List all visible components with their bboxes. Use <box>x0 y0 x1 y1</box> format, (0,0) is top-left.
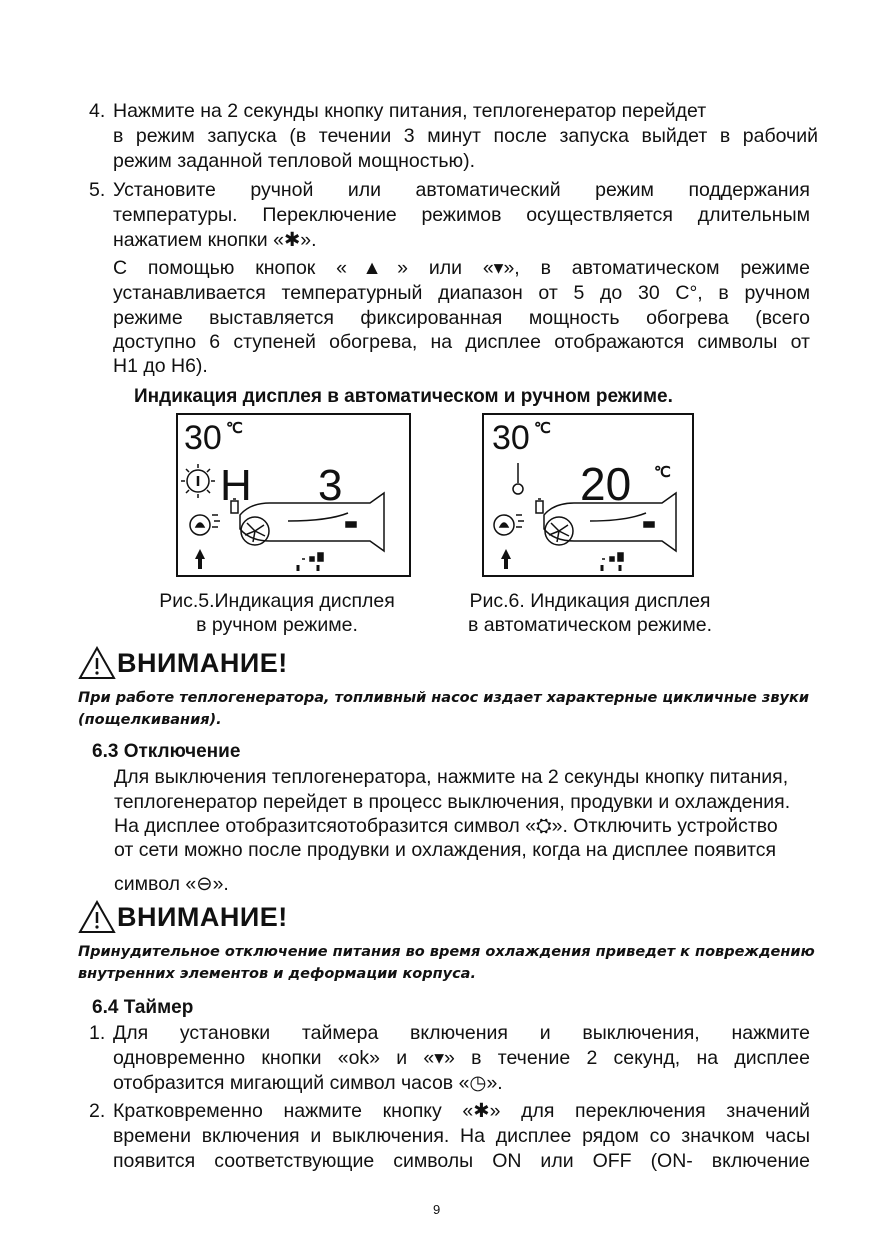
section64-item1-line1: Для установки таймера включения и выключения, нажмите <box>113 1022 810 1044</box>
manual-top-unit: ℃ <box>226 420 243 437</box>
step5-para-line5: Н1 до Н6). <box>113 355 208 377</box>
fig6-caption <box>448 589 732 637</box>
battery-icon-auto <box>536 499 543 513</box>
fig5-caption <box>146 589 408 637</box>
manual-mode-h: H <box>220 461 252 510</box>
step4-line3: режим заданной тепловой мощностью). <box>113 150 476 172</box>
auto-top-unit: ℃ <box>534 420 551 437</box>
section64-item1-num: 1. <box>89 1022 106 1044</box>
warning-triangle-icon <box>78 646 116 680</box>
step5-para-line2: устанавливается температурный диапазон от 5 до 30 С°, в ручном <box>113 282 810 304</box>
section64-item1-line3: отобразится мигающий символ часов «◷». <box>113 1072 503 1094</box>
step5-para-line4: доступно 6 ступеней обогрева, на дисплее отображаются символы от <box>113 331 810 353</box>
section64-item2-line2: времени включения и выключения. На дисплее рядом со значком часы <box>113 1125 810 1147</box>
section64-heading: 6.4 Таймер <box>92 997 194 1018</box>
thermometer-icon <box>513 463 523 494</box>
step5-num: 5. <box>89 179 106 201</box>
display-auto-graphic <box>484 415 692 575</box>
warning-triangle-icon <box>78 900 116 934</box>
manual-mode-num: 3 <box>318 461 343 510</box>
fan-icon-auto <box>494 515 524 535</box>
step5-line1: Установите ручной или автоматический режим поддержания <box>113 179 810 201</box>
warning1-title: ВНИМАНИЕ! <box>117 648 288 678</box>
manual-top-temp: 30 <box>184 419 222 457</box>
section63-line3: На дисплее отобразитсяотобразится символ «⛭». Отключить устройство <box>114 815 778 837</box>
auto-top-temp: 30 <box>492 419 530 457</box>
section63-line1: Для выключения теплогенератора, нажмите на 2 секунды кнопку питания, <box>114 766 789 788</box>
auto-set-unit: ℃ <box>654 464 671 481</box>
warning2-line2: внутренних элементов и деформации корпуса. <box>78 966 476 982</box>
section64-item2-num: 2. <box>89 1100 106 1122</box>
step4-line1: Нажмите на 2 секунды кнопку питания, теплогенератор перейдет <box>113 100 707 122</box>
display-panel-manual <box>176 413 411 577</box>
page-number: 9 <box>433 1202 441 1217</box>
step5-para-line1: С помощью кнопок «▲» или «▾», в автоматическом режиме <box>113 257 810 279</box>
display-manual-graphic <box>178 415 409 575</box>
step5-line2: температуры. Переключение режимов осуществляется длительным <box>113 204 810 226</box>
fig5-caption-line1: Рис.5.Индикация дисплея <box>159 590 395 612</box>
pump-icon-auto <box>501 549 511 569</box>
sun-mode-icon <box>181 464 215 498</box>
section63-line4: от сети можно после продувки и охлаждения, когда на дисплее появится <box>114 839 777 861</box>
step4-line2: в режим запуска (в течении 3 минут после запуска выйдет в рабочий <box>113 125 818 147</box>
display-panel-auto <box>482 413 694 577</box>
step5-para-line3: режиме выставляется фиксированная мощность обогрева (всего <box>113 307 810 329</box>
step4-num: 4. <box>89 100 106 122</box>
fig6-caption-line2: в автоматическом режиме. <box>467 614 712 636</box>
section64-item2-line1: Кратковременно нажмите кнопку «✱» для переключения значений <box>113 1100 810 1122</box>
section63-line5: символ «⊖». <box>114 873 229 895</box>
warning1-line2: (пощелкивания). <box>78 712 222 728</box>
pump-icon <box>195 549 205 569</box>
fan-icon <box>190 515 220 535</box>
fig6-caption-line1: Рис.6. Индикация дисплея <box>469 590 711 612</box>
section63-heading: 6.3 Отключение <box>92 741 241 762</box>
fig5-caption-line2: в ручном режиме. <box>196 614 358 636</box>
step5-line3: нажатием кнопки «✱». <box>113 229 317 251</box>
heater-body-icon <box>240 493 384 571</box>
auto-set-temp: 20 <box>580 458 632 510</box>
warning1-line1: При работе теплогенератора, топливный насос издает характерные цикличные звуки <box>78 690 809 706</box>
warning2-line1: Принудительное отключение питания во время охлаждения приведет к повреждению <box>78 944 815 960</box>
section64-item2-line3: появится соответствующие символы ON или OFF (ON- включение <box>113 1150 810 1172</box>
section63-line2: теплогенератор перейдет в процесс выключения, продувки и охлаждения. <box>114 791 791 813</box>
section64-item1-line2: одновременно кнопки «ok» и «▾» в течение 2 секунд, на дисплее <box>113 1047 810 1069</box>
warning2-title: ВНИМАНИЕ! <box>117 902 288 932</box>
display-heading: Индикация дисплея в автоматическом и ручном режиме. <box>134 386 673 407</box>
